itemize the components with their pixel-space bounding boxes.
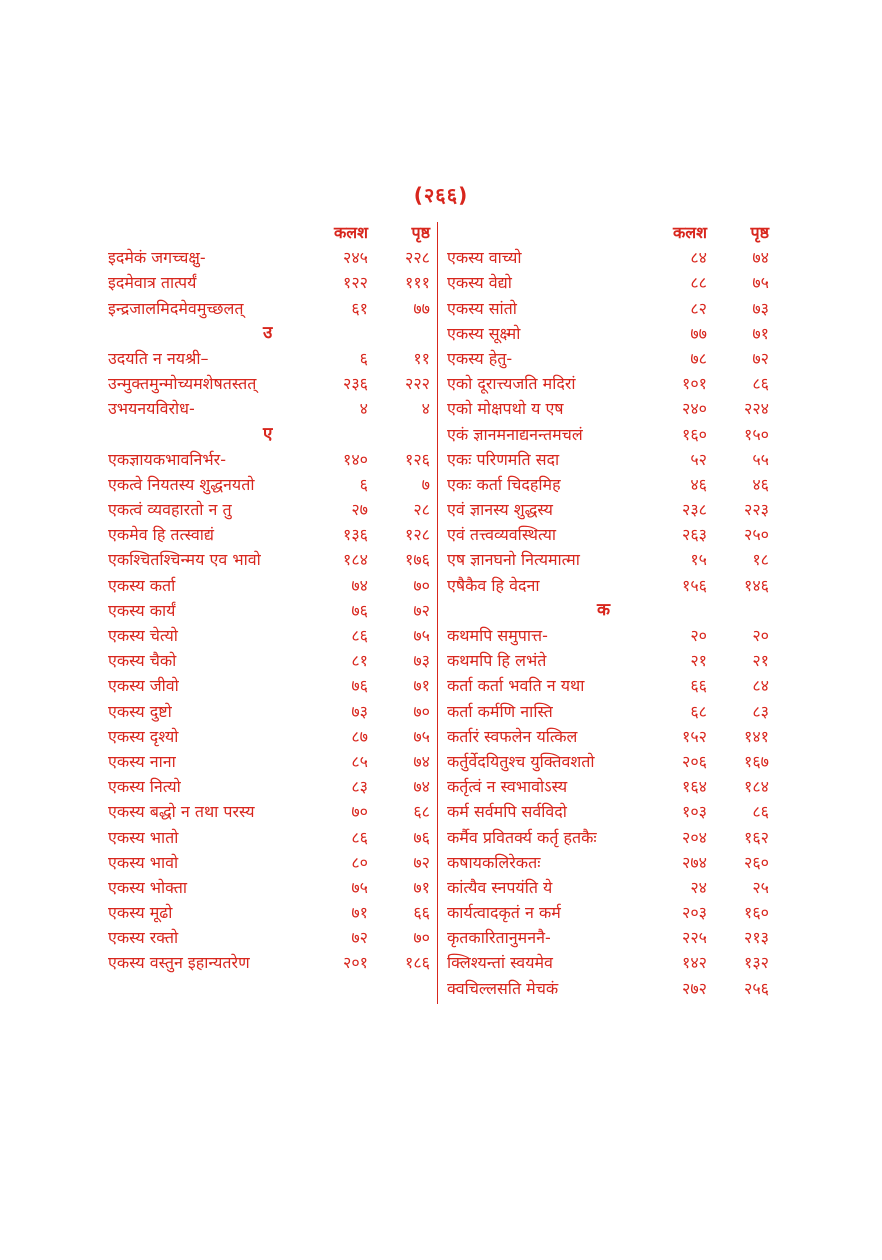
index-entry: [447, 623, 769, 648]
index-entry: [108, 371, 430, 396]
verse-text: कार्यत्वादकृतं न कर्म: [447, 903, 561, 923]
index-entry: [108, 497, 430, 522]
page-ref: ८४: [752, 676, 769, 696]
index-entry: [108, 724, 430, 749]
kalash-number: ८८: [690, 273, 707, 293]
kalash-number: ७८: [690, 348, 707, 368]
kalash-number: ८५: [351, 751, 368, 771]
verse-text: कर्तुर्वेदयितुश्च युक्तिवशतो: [447, 751, 595, 771]
index-entry: [447, 497, 769, 522]
column-header: [108, 220, 430, 245]
kalash-number: ८३: [351, 777, 368, 797]
verse-text: कर्म सर्वमपि सर्वविदो: [447, 802, 567, 822]
verse-text: एकस्य भातो: [108, 827, 179, 847]
kalash-number: २७: [351, 500, 368, 520]
index-entry: [108, 825, 430, 850]
page-ref: ७४: [413, 777, 430, 797]
kalash-number: ७१: [351, 903, 368, 923]
kalash-number: ६८: [690, 701, 707, 721]
kalash-number: २४०: [682, 399, 707, 419]
page-ref: ७५: [413, 626, 430, 645]
page-ref: १५०: [744, 424, 769, 444]
verse-text: एको दूरात्त्यजति मदिरां: [447, 374, 576, 394]
index-entry: [108, 547, 430, 572]
verse-text: एकस्य दुष्टो: [108, 701, 172, 721]
page-ref: ७४: [413, 751, 430, 771]
index-entry: [447, 976, 769, 1001]
page-ref: १६०: [744, 903, 769, 923]
index-entry: [108, 623, 430, 648]
verse-text: एकस्य नाना: [108, 751, 176, 771]
kalash-number: ४: [359, 399, 368, 419]
section-letter: [108, 321, 430, 346]
page-ref: २५०: [744, 525, 769, 545]
kalash-number: ७७: [690, 323, 707, 343]
kalash-number: २०१: [343, 953, 368, 973]
index-entry: [108, 799, 430, 824]
verse-text: एकस्य रक्तो: [108, 928, 179, 948]
verse-text: कर्ता कर्ता भवति न यथा: [447, 676, 585, 696]
verse-text: एकस्य कार्यं: [108, 600, 176, 620]
kalash-number: १५६: [682, 575, 707, 595]
index-entry: [447, 522, 769, 547]
kalash-number: ८७: [351, 726, 368, 746]
page-ref: ७: [421, 474, 430, 494]
kalash-number: २३८: [682, 500, 707, 520]
verse-text: एकः परिणमति सदा: [447, 449, 560, 469]
index-entry: [108, 472, 430, 497]
kalash-number: १४०: [343, 449, 368, 469]
verse-text: कांत्यैव स्नपयंति ये: [447, 877, 553, 897]
verse-text: कषायकलिरेकतः: [447, 852, 541, 872]
column-header: [447, 220, 769, 245]
kalash-number: २०६: [682, 751, 707, 771]
page-ref: ८६: [752, 374, 769, 394]
prishth-header: पृष्ठ: [750, 223, 769, 242]
verse-text: इदमेवात्र तात्पर्यं: [108, 273, 197, 293]
kalash-number: २०४: [682, 827, 707, 847]
right-column: [447, 220, 769, 1001]
verse-text: एकस्य कर्ता: [108, 575, 176, 595]
verse-text: एकस्य भावो: [108, 852, 179, 872]
kalash-number: २४: [690, 877, 707, 897]
kalash-number: १६४: [682, 777, 707, 797]
kalash-number: २३६: [343, 374, 368, 394]
kalash-number: २०: [690, 626, 707, 645]
section-letter-text: उ: [263, 322, 273, 343]
verse-text: एकस्य सांतो: [447, 298, 517, 318]
kalash-number: ८६: [351, 626, 368, 645]
page-ref: १२६: [405, 449, 430, 469]
verse-text: एवं ज्ञानस्य शुद्धस्य: [447, 500, 553, 520]
index-entry: [447, 447, 769, 472]
kalash-number: २६३: [682, 525, 707, 545]
kalash-number: २७४: [682, 852, 707, 872]
verse-text: एकस्य वेद्यो: [447, 273, 512, 293]
kalash-number: १२२: [343, 273, 368, 293]
index-entry: [108, 522, 430, 547]
kalash-number: १५२: [682, 726, 707, 746]
page-ref: २५६: [744, 978, 769, 998]
verse-text: कथमपि हि लभंते: [447, 651, 547, 671]
page-ref: १६२: [744, 827, 769, 847]
verse-text: एकस्य नित्यो: [108, 777, 181, 797]
kalash-number: १०३: [682, 802, 707, 822]
kalash-number: ७६: [351, 676, 368, 696]
kalash-number: २२५: [682, 928, 707, 948]
page-ref: ७७: [413, 298, 430, 318]
verse-text: एषैकैव हि वेदना: [447, 575, 540, 595]
page-ref: ७१: [413, 676, 430, 696]
page-ref: १४६: [744, 575, 769, 595]
kalash-number: १६०: [682, 424, 707, 444]
kalash-number: ४६: [690, 474, 707, 494]
kalash-number: ६१: [351, 298, 368, 318]
verse-text: कथमपि समुपात्त-: [447, 626, 548, 645]
index-entry: [447, 648, 769, 673]
page-ref: १११: [405, 273, 430, 293]
index-entry: [447, 296, 769, 321]
index-entry: [108, 598, 430, 623]
index-entry: [447, 371, 769, 396]
page-ref: १४१: [744, 726, 769, 746]
kalash-number: २१: [690, 651, 707, 671]
page-ref: ११: [413, 348, 430, 368]
kalash-header: कलश: [672, 223, 707, 242]
index-entry: [108, 346, 430, 371]
kalash-number: ८४: [690, 248, 707, 268]
page-ref: १८४: [744, 777, 769, 797]
verse-text: एवं तत्त्वव्यवस्थित्या: [447, 525, 557, 545]
page-ref: ६८: [413, 802, 430, 822]
index-entry: [447, 749, 769, 774]
kalash-number: ६: [359, 348, 368, 368]
kalash-number: ५२: [690, 449, 707, 469]
page-ref: २२३: [744, 500, 769, 520]
verse-text: कृतकारितानुमननै-: [447, 928, 551, 948]
kalash-number: ६६: [690, 676, 707, 696]
verse-text: एकत्वं व्यवहारतो न तु: [108, 500, 232, 520]
kalash-number: ८०: [351, 852, 368, 872]
page-ref: ७३: [413, 651, 430, 671]
verse-text: इदमेकं जगच्चक्षु-: [108, 248, 206, 268]
page-ref: २२२: [405, 374, 430, 394]
section-letter-text: क: [597, 599, 611, 620]
index-entry: [108, 749, 430, 774]
index-entry: [447, 396, 769, 421]
kalash-number: १०१: [682, 374, 707, 394]
kalash-number: १४२: [682, 953, 707, 973]
kalash-header: कलश: [333, 223, 368, 242]
index-entry: [108, 648, 430, 673]
verse-text: क्लिश्यन्तां स्वयमेव: [447, 953, 553, 973]
verse-text: एकस्य चेत्यो: [108, 626, 178, 645]
index-entry: [108, 270, 430, 295]
verse-text: एकस्य भोक्ता: [108, 877, 187, 897]
verse-text: एको मोक्षपथो य एष: [447, 399, 564, 419]
index-entry: [108, 925, 430, 950]
page-ref: १२८: [405, 525, 430, 545]
verse-text: एकस्य बद्धो न तथा परस्य: [108, 802, 255, 822]
prishth-header: पृष्ठ: [411, 223, 430, 242]
index-entry: [447, 925, 769, 950]
index-entry: [108, 699, 430, 724]
page-ref: ७५: [413, 726, 430, 746]
verse-text: कर्ता कर्मणि नास्ति: [447, 701, 553, 721]
index-entry: [447, 673, 769, 698]
page-ref: ५५: [752, 449, 769, 469]
index-entry: [108, 900, 430, 925]
page-ref: ७२: [413, 852, 430, 872]
page-ref: ४: [421, 399, 430, 419]
index-entry: [447, 346, 769, 371]
page-ref: २२४: [744, 399, 769, 419]
page-ref: ७०: [413, 928, 430, 948]
index-entry: [108, 850, 430, 875]
verse-text: एकश्चितश्चिन्मय एव भावो: [108, 550, 261, 570]
kalash-number: ७४: [351, 575, 368, 595]
verse-text: उभयनयविरोध-: [108, 399, 195, 419]
page-ref: २५: [752, 877, 769, 897]
index-entry: [108, 950, 430, 975]
column-divider: [437, 222, 438, 1004]
verse-text: कर्तृत्वं न स्वभावोऽस्य: [447, 777, 568, 797]
page-ref: ८३: [752, 701, 769, 721]
index-entry: [108, 245, 430, 270]
index-entry: [447, 724, 769, 749]
verse-text: एकज्ञायकभावनिर्भर-: [108, 449, 226, 469]
page-ref: ७२: [413, 600, 430, 620]
kalash-number: २४५: [343, 248, 368, 268]
index-entry: [108, 447, 430, 472]
kalash-number: ८२: [690, 298, 707, 318]
verse-text: उन्मुक्तमुन्मोच्यमशेषतस्तत्: [108, 374, 257, 394]
kalash-number: ७३: [351, 701, 368, 721]
index-entry: [447, 573, 769, 598]
kalash-number: ८१: [351, 651, 368, 671]
index-entry: [447, 825, 769, 850]
left-column: [108, 220, 430, 976]
page-ref: २१३: [744, 928, 769, 948]
page-ref: ७६: [413, 827, 430, 847]
index-entry: [447, 875, 769, 900]
page-ref: ७०: [413, 575, 430, 595]
kalash-number: ७५: [351, 877, 368, 897]
verse-text: एकस्य हेतु-: [447, 348, 513, 368]
verse-text: एकस्य जीवो: [108, 676, 179, 696]
verse-text: क्वचिल्लसति मेचकं: [447, 978, 559, 998]
page-ref: ७५: [752, 273, 769, 293]
page-ref: १३२: [744, 953, 769, 973]
verse-text: एकस्य वस्तुन इहान्यतरेण: [108, 953, 250, 973]
page-ref: १६७: [744, 751, 769, 771]
page-ref: ७१: [752, 323, 769, 343]
page-ref: १८६: [405, 953, 430, 973]
verse-text: कर्तारं स्वफलेन यत्किल: [447, 726, 578, 746]
verse-text: एकस्य चैको: [108, 651, 177, 671]
kalash-number: ७०: [351, 802, 368, 822]
index-entry: [447, 799, 769, 824]
verse-text: एष ज्ञानघनो नित्यमात्मा: [447, 550, 580, 570]
index-entry: [447, 950, 769, 975]
index-entry: [108, 573, 430, 598]
verse-text: एकस्य दृश्यो: [108, 726, 179, 746]
index-entry: [108, 296, 430, 321]
page-ref: २६०: [744, 852, 769, 872]
section-letter-text: ए: [263, 423, 273, 444]
verse-text: एकमेव हि तत्स्वाद्यं: [108, 525, 214, 545]
page-ref: ६६: [413, 903, 430, 923]
kalash-number: १३६: [343, 525, 368, 545]
page-ref: १७६: [405, 550, 430, 570]
page-ref: ७४: [752, 248, 769, 268]
index-entry: [447, 321, 769, 346]
kalash-number: २७२: [682, 978, 707, 998]
page-ref: ७०: [413, 701, 430, 721]
verse-text: उदयति न नयश्री–: [108, 348, 209, 368]
kalash-number: २०३: [682, 903, 707, 923]
index-entry: [447, 774, 769, 799]
kalash-number: ७२: [351, 928, 368, 948]
verse-text: इन्द्रजालमिदमेवमुच्छलत्: [108, 298, 244, 318]
verse-text: एकत्वे नियतस्य शुद्धनयतो: [108, 474, 255, 494]
kalash-number: ८६: [351, 827, 368, 847]
section-letter: [447, 598, 769, 623]
index-entry: [447, 422, 769, 447]
index-entry: [447, 699, 769, 724]
page-number: (२६६): [413, 183, 469, 207]
page-ref: २०: [752, 626, 769, 645]
verse-text: कर्मैव प्रवितर्क्य कर्तृ हतकैः: [447, 827, 597, 847]
page-ref: १८: [752, 550, 769, 570]
index-entry: [108, 396, 430, 421]
index-entry: [108, 875, 430, 900]
section-letter: [108, 422, 430, 447]
page-ref: २१: [752, 651, 769, 671]
kalash-number: ७६: [351, 600, 368, 620]
page-ref: ७२: [752, 348, 769, 368]
page-ref: ८६: [752, 802, 769, 822]
page-ref: ४६: [752, 474, 769, 494]
page-ref: २८: [413, 500, 430, 520]
verse-text: एकः कर्ता चिदहमिह: [447, 474, 561, 494]
verse-text: एकस्य वाच्यो: [447, 248, 522, 268]
index-entry: [447, 850, 769, 875]
verse-text: एकस्य मूढो: [108, 903, 173, 923]
verse-text: एकस्य सूक्ष्मो: [447, 323, 521, 343]
index-entry: [108, 673, 430, 698]
index-entry: [447, 472, 769, 497]
index-entry: [447, 900, 769, 925]
kalash-number: ६: [359, 474, 368, 494]
kalash-number: १८४: [343, 550, 368, 570]
page-ref: २२८: [405, 248, 430, 268]
page-ref: ७३: [752, 298, 769, 318]
index-entry: [108, 774, 430, 799]
page-ref: ७१: [413, 877, 430, 897]
index-entry: [447, 245, 769, 270]
index-entry: [447, 547, 769, 572]
index-entry: [447, 270, 769, 295]
kalash-number: १५: [690, 550, 707, 570]
verse-text: एकं ज्ञानमनाद्यनन्तमचलं: [447, 424, 583, 444]
